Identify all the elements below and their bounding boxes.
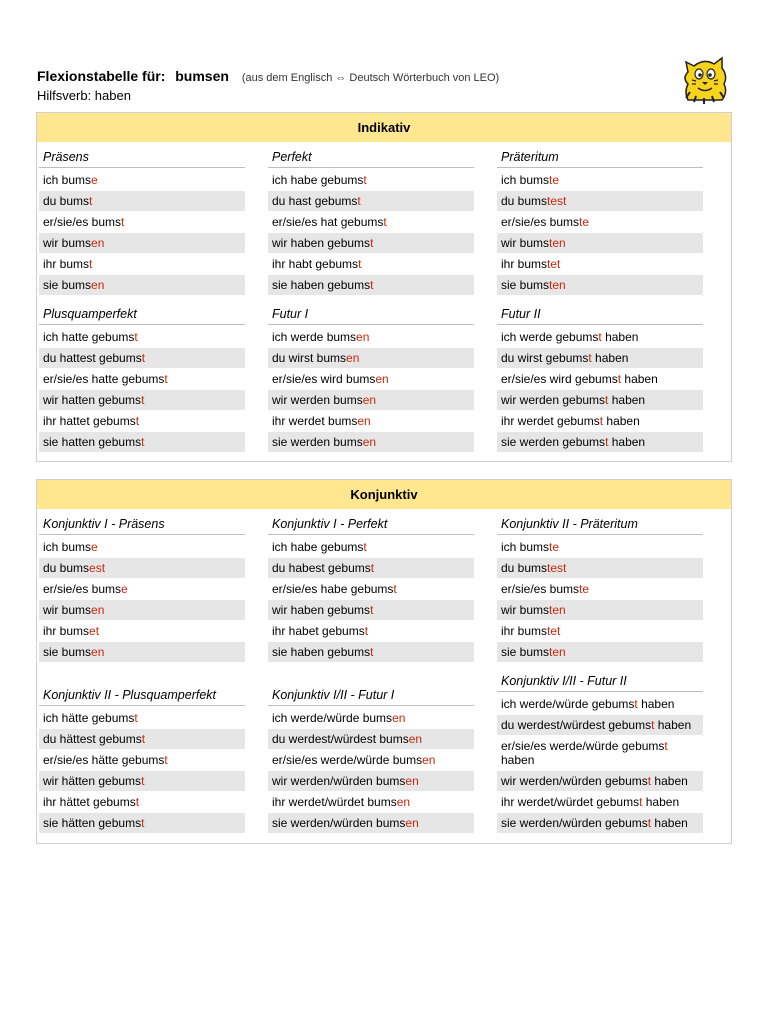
verb-stem: du hättest gebums <box>43 732 142 746</box>
verb-stem: er/sie/es hat gebums <box>272 215 384 229</box>
verb-stem: ich bums <box>501 173 550 187</box>
section-heading: Indikativ <box>37 113 731 142</box>
tense-block <box>497 307 703 453</box>
verb-auxiliary-tail: haben <box>637 697 675 711</box>
conjugation-row <box>268 390 474 410</box>
verb-stem: du bums <box>43 194 90 208</box>
conjugation-row <box>39 537 245 557</box>
conjugation-row <box>39 348 245 368</box>
verb-ending: test <box>547 561 567 575</box>
verb-stem: er/sie/es bums <box>501 582 580 596</box>
conjugation-row <box>39 432 245 452</box>
verb-ending: en <box>422 753 436 767</box>
conjugation-list <box>497 694 703 833</box>
conjugation-row <box>497 170 703 190</box>
conjugation-row <box>268 170 474 190</box>
conjugation-row <box>497 537 703 557</box>
conjugation-row <box>497 327 703 347</box>
verb-stem: ich habe gebums <box>272 173 364 187</box>
conjugation-row <box>268 432 474 452</box>
verb-stem: er/sie/es werde/würde gebums <box>501 739 665 753</box>
conjugation-row <box>497 579 703 599</box>
verb-stem: ihr habt gebums <box>272 257 359 271</box>
verb-ending: t <box>598 330 602 344</box>
conjugation-row <box>268 254 474 274</box>
verb-stem: sie haben gebums <box>272 278 371 292</box>
conjugation-row <box>497 694 703 714</box>
verb-stem: du bums <box>501 194 548 208</box>
verb-ending: t <box>370 561 375 575</box>
konjunktiv-section <box>36 479 732 844</box>
verb-ending: en <box>392 711 406 725</box>
verb-stem: ich bums <box>43 173 92 187</box>
conjugation-row <box>497 432 703 452</box>
conjugation-row <box>497 715 703 735</box>
verb-stem: ihr werdet/würdet gebums <box>501 795 640 809</box>
conjugation-row <box>497 621 703 641</box>
conjugation-row <box>268 191 474 211</box>
tense-block <box>497 674 703 834</box>
conjugation-row <box>268 813 474 833</box>
conjugation-row <box>39 750 245 770</box>
verb-ending: t <box>141 435 145 449</box>
verb-ending: t <box>370 278 374 292</box>
verb-ending: ten <box>549 236 566 250</box>
conjugation-row <box>39 729 245 749</box>
verb-stem: sie werden/würden bums <box>272 816 406 830</box>
verb-stem: ich hatte gebums <box>43 330 135 344</box>
verb-stem: er/sie/es wird bums <box>272 372 376 386</box>
verb-ending: t <box>141 393 145 407</box>
verb-ending: te <box>549 173 560 187</box>
conjugation-row <box>39 212 245 232</box>
verb-stem: ihr werdet bums <box>272 414 358 428</box>
verb-stem: sie haben gebums <box>272 645 371 659</box>
tense-title: Konjunktiv II - Plusquamperfekt <box>39 688 245 706</box>
verb-stem: wir bums <box>43 603 92 617</box>
verb-title: bumsen <box>175 68 229 84</box>
conjugation-row <box>268 792 474 812</box>
tense-block <box>268 307 474 453</box>
conjugation-row <box>268 327 474 347</box>
conjugation-row <box>268 558 474 578</box>
verb-ending: en <box>362 393 377 407</box>
tense-block <box>39 688 245 834</box>
conjugation-list <box>39 170 245 295</box>
verb-stem: er/sie/es bums <box>501 215 580 229</box>
conjugation-row <box>268 411 474 431</box>
verb-ending: t <box>357 194 361 208</box>
verb-stem: wir werden gebums <box>501 393 606 407</box>
verb-stem: er/sie/es hätte gebums <box>43 753 165 767</box>
verb-ending: t <box>370 236 374 250</box>
conjugation-row <box>39 233 245 253</box>
verb-stem: wir werden bums <box>272 393 363 407</box>
conjugation-row <box>268 750 474 770</box>
conjugation-row <box>497 275 703 295</box>
verb-ending: te <box>579 215 590 229</box>
verb-ending: t <box>651 718 655 732</box>
verb-ending: en <box>375 372 389 386</box>
conjugation-row <box>497 411 703 431</box>
verb-ending: en <box>405 816 419 830</box>
conjugation-row <box>497 348 703 368</box>
verb-ending: t <box>121 215 125 229</box>
verb-stem: ich bums <box>43 540 92 554</box>
verb-stem: sie bums <box>501 645 550 659</box>
verb-ending: t <box>134 330 138 344</box>
verb-stem: ihr habet gebums <box>272 624 365 638</box>
conjugation-row <box>268 729 474 749</box>
conjugation-row <box>39 813 245 833</box>
verb-ending: t <box>393 582 397 596</box>
verb-ending: ten <box>549 603 566 617</box>
conjugation-row <box>39 390 245 410</box>
conjugation-row <box>497 558 703 578</box>
verb-stem: ich hätte gebums <box>43 711 135 725</box>
tense-title: Perfekt <box>268 150 474 168</box>
conjugation-row <box>497 792 703 812</box>
conjugation-row <box>39 621 245 641</box>
conjugation-list <box>268 708 474 833</box>
verb-stem: er/sie/es habe gebums <box>272 582 394 596</box>
verb-ending: tet <box>547 257 561 271</box>
conjugation-row <box>39 792 245 812</box>
verb-auxiliary-tail: haben <box>654 718 692 732</box>
conjugation-row <box>497 736 703 770</box>
verb-ending: ten <box>549 278 566 292</box>
tense-block <box>39 307 245 453</box>
verb-stem: sie bums <box>43 645 92 659</box>
verb-auxiliary-tail: haben <box>591 351 629 365</box>
conjugation-row <box>39 170 245 190</box>
verb-stem: ihr werdet/würdet bums <box>272 795 397 809</box>
conjugation-row <box>39 411 245 431</box>
verb-stem: du wirst bums <box>272 351 347 365</box>
verb-stem: sie bums <box>501 278 550 292</box>
conjugation-row <box>39 771 245 791</box>
auxiliary-verb: Hilfsverb: haben <box>37 88 131 103</box>
tense-block <box>39 150 245 296</box>
verb-stem: sie werden bums <box>272 435 363 449</box>
page-header <box>37 68 637 104</box>
verb-stem: ich habe gebums <box>272 540 364 554</box>
tense-block <box>497 150 703 296</box>
conjugation-row <box>497 212 703 232</box>
verb-stem: du habest gebums <box>272 561 371 575</box>
verb-stem: wir bums <box>501 236 550 250</box>
verb-stem: ihr bums <box>43 624 90 638</box>
verb-auxiliary-tail: haben <box>501 753 535 767</box>
verb-stem: du hast gebums <box>272 194 358 208</box>
conjugation-row <box>39 600 245 620</box>
conjugation-row <box>497 390 703 410</box>
tense-block <box>268 150 474 296</box>
verb-stem: du werdest/würdest bums <box>272 732 409 746</box>
conjugation-row <box>268 600 474 620</box>
conjugation-list <box>268 537 474 662</box>
conjugation-row <box>497 254 703 274</box>
verb-ending: test <box>547 194 567 208</box>
verb-stem: du hattest gebums <box>43 351 142 365</box>
verb-stem: ich werde/würde gebums <box>501 697 635 711</box>
verb-stem: sie hätten gebums <box>43 816 142 830</box>
verb-ending: te <box>549 540 560 554</box>
verb-ending: e <box>121 582 128 596</box>
verb-ending: t <box>634 697 638 711</box>
conjugation-row <box>268 537 474 557</box>
verb-auxiliary-tail: haben <box>621 372 658 386</box>
conjugation-row <box>497 771 703 791</box>
verb-ending: t <box>358 257 362 271</box>
conjugation-row <box>39 579 245 599</box>
verb-stem: wir bums <box>43 236 92 250</box>
tense-block <box>268 517 474 663</box>
conjugation-row <box>268 621 474 641</box>
verb-ending: ten <box>549 645 566 659</box>
conjugation-row <box>268 212 474 232</box>
verb-ending: en <box>408 732 423 746</box>
tense-title: Präteritum <box>497 150 703 168</box>
conjugation-row <box>39 642 245 662</box>
verb-ending: en <box>91 278 105 292</box>
verb-auxiliary-tail: haben <box>651 816 688 830</box>
verb-ending: en <box>356 330 370 344</box>
verb-stem: ich werde/würde bums <box>272 711 393 725</box>
verb-stem: wir bums <box>501 603 550 617</box>
verb-ending: t <box>664 739 668 753</box>
verb-ending: tet <box>547 624 561 638</box>
verb-ending: t <box>605 393 609 407</box>
verb-stem: du wirst gebums <box>501 351 589 365</box>
verb-ending: en <box>91 603 105 617</box>
page-title: Flexionstabelle für: <box>37 68 166 84</box>
tense-title: Futur II <box>497 307 703 325</box>
conjugation-row <box>39 708 245 728</box>
conjugation-row <box>39 191 245 211</box>
verb-ending: t <box>141 816 145 830</box>
verb-stem: wir hätten gebums <box>43 774 142 788</box>
verb-ending: en <box>91 645 105 659</box>
verb-stem: sie werden gebums <box>501 435 606 449</box>
indikativ-section <box>36 112 732 462</box>
conjugation-list <box>39 708 245 833</box>
verb-ending: t <box>363 173 367 187</box>
verb-ending: en <box>357 414 371 428</box>
verb-auxiliary-tail: haben <box>608 435 646 449</box>
verb-ending: t <box>647 774 652 788</box>
verb-stem: ihr bums <box>43 257 90 271</box>
verb-stem: ihr bums <box>501 257 548 271</box>
verb-stem: du bums <box>501 561 548 575</box>
tense-block <box>497 517 703 663</box>
conjugation-row <box>39 327 245 347</box>
verb-ending: t <box>89 194 93 208</box>
verb-ending: t <box>363 540 367 554</box>
conjugation-row <box>268 233 474 253</box>
verb-ending: t <box>588 351 592 365</box>
verb-auxiliary-tail: haben <box>608 393 646 407</box>
verb-auxiliary-tail: haben <box>651 774 688 788</box>
verb-ending: est <box>89 561 106 575</box>
tense-title: Konjunktiv I/II - Futur II <box>497 674 703 692</box>
conjugation-row <box>497 369 703 389</box>
verb-stem: ich werde bums <box>272 330 357 344</box>
tense-title: Konjunktiv I - Präsens <box>39 517 245 535</box>
verb-ending: t <box>164 753 168 767</box>
verb-stem: du bums <box>43 561 90 575</box>
verb-ending: en <box>91 236 105 250</box>
conjugation-row <box>39 369 245 389</box>
conjugation-row <box>268 771 474 791</box>
verb-auxiliary-tail: haben <box>642 795 680 809</box>
verb-ending: t <box>605 435 609 449</box>
conjugation-list <box>39 327 245 452</box>
verb-stem: ich bums <box>501 540 550 554</box>
verb-ending: t <box>617 372 622 386</box>
verb-stem: ihr werdet gebums <box>501 414 600 428</box>
conjugation-row <box>39 275 245 295</box>
verb-stem: wir haben gebums <box>272 236 371 250</box>
verb-ending: te <box>579 582 590 596</box>
verb-stem: er/sie/es bums <box>43 215 122 229</box>
verb-stem: er/sie/es werde/würde bums <box>272 753 423 767</box>
conjugation-list <box>497 537 703 662</box>
verb-ending: t <box>134 711 138 725</box>
verb-stem: wir werden/würden gebums <box>501 774 648 788</box>
conjugation-row <box>497 191 703 211</box>
conjugation-row <box>268 579 474 599</box>
verb-ending: t <box>164 372 168 386</box>
verb-stem: er/sie/es wird gebums <box>501 372 618 386</box>
conjugation-list <box>497 327 703 452</box>
conjugation-row <box>497 813 703 833</box>
tense-block <box>39 517 245 663</box>
verb-ending: t <box>599 414 604 428</box>
verb-ending: e <box>91 540 98 554</box>
conjugation-row <box>39 558 245 578</box>
verb-ending: e <box>91 173 98 187</box>
verb-ending: en <box>405 774 419 788</box>
verb-ending: t <box>141 774 145 788</box>
verb-stem: sie werden/würden gebums <box>501 816 648 830</box>
verb-ending: en <box>396 795 411 809</box>
conjugation-row <box>268 275 474 295</box>
conjugation-row <box>268 348 474 368</box>
verb-stem: sie bums <box>43 278 92 292</box>
conjugation-list <box>268 327 474 452</box>
verb-stem: ihr bums <box>501 624 548 638</box>
conjugation-row <box>268 369 474 389</box>
conjugation-row <box>268 642 474 662</box>
tense-title: Konjunktiv I - Perfekt <box>268 517 474 535</box>
verb-ending: t <box>135 414 140 428</box>
verb-stem: er/sie/es bums <box>43 582 122 596</box>
conjugation-list <box>39 537 245 662</box>
verb-ending: t <box>383 215 387 229</box>
verb-stem: ihr hättet gebums <box>43 795 136 809</box>
conjugation-row <box>497 233 703 253</box>
verb-stem: ich werde gebums <box>501 330 599 344</box>
conjugation-row <box>268 708 474 728</box>
verb-ending: t <box>141 732 146 746</box>
conjugation-row <box>497 642 703 662</box>
verb-ending: t <box>141 351 146 365</box>
verb-ending: t <box>647 816 652 830</box>
verb-stem: du werdest/würdest gebums <box>501 718 652 732</box>
verb-ending: en <box>346 351 360 365</box>
leo-mascot-icon <box>678 52 732 106</box>
verb-ending: t <box>364 624 369 638</box>
verb-ending: t <box>89 257 93 271</box>
verb-ending: t <box>370 603 374 617</box>
verb-stem: sie hatten gebums <box>43 435 142 449</box>
conjugation-list <box>497 170 703 295</box>
tense-title: Konjunktiv II - Präteritum <box>497 517 703 535</box>
verb-stem: wir haben gebums <box>272 603 371 617</box>
section-heading: Konjunktiv <box>37 480 731 509</box>
verb-auxiliary-tail: haben <box>601 330 639 344</box>
verb-auxiliary-tail: haben <box>603 414 640 428</box>
tense-title: Konjunktiv I/II - Futur I <box>268 688 474 706</box>
verb-ending: en <box>362 435 377 449</box>
verb-stem: wir werden/würden bums <box>272 774 406 788</box>
verb-ending: t <box>370 645 374 659</box>
verb-ending: t <box>639 795 643 809</box>
tense-title: Plusquamperfekt <box>39 307 245 325</box>
tense-title: Präsens <box>39 150 245 168</box>
conjugation-row <box>39 254 245 274</box>
verb-stem: wir hatten gebums <box>43 393 142 407</box>
verb-stem: ihr hattet gebums <box>43 414 136 428</box>
conjugation-row <box>497 600 703 620</box>
verb-stem: er/sie/es hatte gebums <box>43 372 165 386</box>
verb-ending: et <box>89 624 100 638</box>
conjugation-list <box>268 170 474 295</box>
dictionary-source: (aus dem Englisch ⇔ Deutsch Wörterbuch von LEO) <box>241 72 500 84</box>
verb-ending: t <box>135 795 140 809</box>
tense-title: Futur I <box>268 307 474 325</box>
title-line <box>37 68 637 87</box>
tense-block <box>268 688 474 834</box>
